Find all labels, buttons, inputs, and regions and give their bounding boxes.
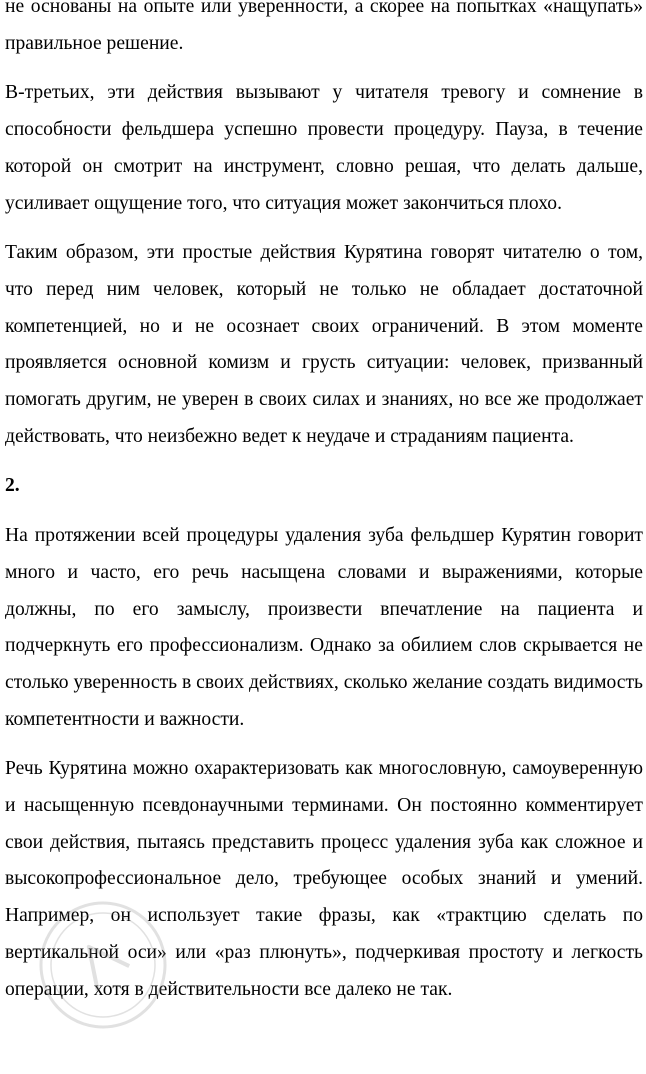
paragraph-procedure-speech: На протяжении всей процедуры удаления зуба фельдшер Курятин говорит много и часто, его речь насыщена словами и выражениями, которые должны, по его замыслу, произвести впечатление на пациента и подчеркнуть его профессионализм. Однако за обилием слов скрывается не столько уверенность в своих действиях, сколько желание создать видимость компетентности и важности.: [5, 525, 643, 730]
paragraph-conclusion: Таким образом, эти простые действия Курятина говорят читателю о том, что перед ним человек, который не только не обладает достаточной компетенцией, но и не осознает своих ограничений. В этом моменте проявляется основной комизм и грусть ситуации: человек, призванный помогать другим, не уверен в своих силах и знаниях, но все же продолжает действовать, что неизбежно ведет к неудаче и страданиям пациента.: [5, 242, 643, 447]
paragraph-speech-analysis: Речь Курятина можно охарактеризовать как многословную, самоуверенную и насыщенную псевдонаучными терминами. Он постоянно комментирует свои действия, пытаясь представить процесс удаления зуба как сложное и высокопрофессиональное дело, требующее особых знаний и умений. Например, он использует такие фразы, как «трактцию сделать по вертикальной оси» или «раз плюнуть», подчеркивая простоту и легкость операции, хотя в действительности все далеко не так.: [5, 758, 643, 1000]
paragraph-third-point: В-третьих, эти действия вызывают у читателя тревогу и сомнение в способности фельдшера успешно провести процедуру. Пауза, в течение которой он смотрит на инструмент, словно решая, что делать дальше, усиливает ощущение того, что ситуация может закончиться плохо.: [5, 82, 643, 214]
paragraph-intro-tail: не основаны на опыте или уверенности, а скорее на попытках «нащупать» правильное решение.: [5, 0, 643, 54]
section-heading-2: 2.: [5, 475, 20, 497]
